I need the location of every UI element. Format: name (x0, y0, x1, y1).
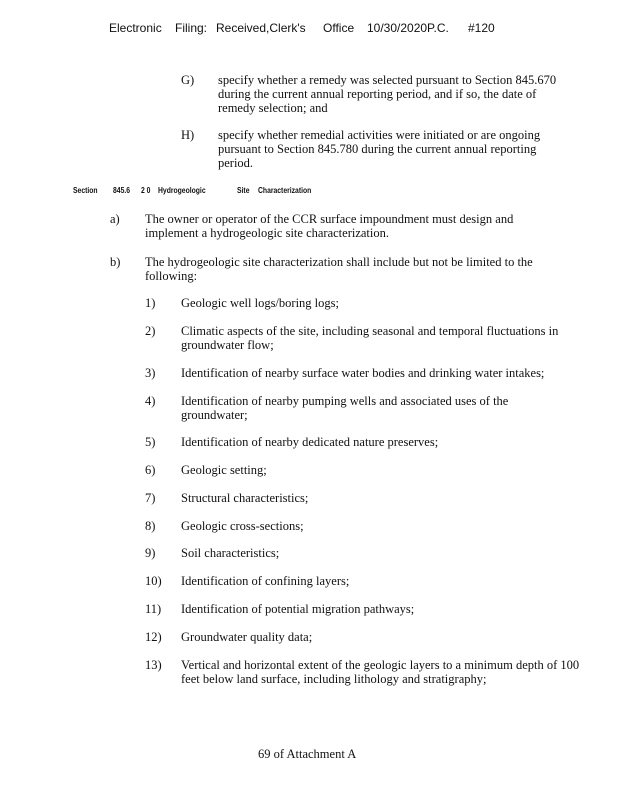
para-b-text: The hydrogeologic site characterization shall include but not be limited to the following: (145, 255, 533, 283)
list-item-text: Geologic well logs/boring logs; (181, 296, 339, 310)
list-item-label: 11) (145, 602, 162, 616)
section-word: Section (73, 186, 98, 195)
page-footer: 69 of Attachment A (258, 747, 357, 761)
list-item-text: Identification of nearby pumping wells and associated uses of the groundwater; (181, 394, 509, 422)
list-item-text: Identification of confining layers; (181, 574, 350, 588)
list-item-text: Vertical and horizontal extent of the geologic layers to a minimum depth of 100 feet below land surface, including lithology and stratigraphy; (181, 658, 580, 686)
header-date: 10/30/2020P.C. (367, 21, 449, 35)
list-item-label: 4) (145, 394, 156, 408)
list-item-label: 1) (145, 296, 156, 310)
list-item-label: 6) (145, 463, 156, 477)
list-item-label: 2) (145, 324, 156, 338)
header-filing: Filing: (175, 21, 208, 35)
list-item-text: Identification of nearby dedicated nature preserves; (181, 435, 439, 449)
header-number: #120 (468, 21, 495, 35)
list-item-text: Climatic aspects of the site, including seasonal and temporal fluctuations in groundwater flow; (181, 324, 559, 352)
item-h-text: specify whether remedial activities were initiated or are ongoing pursuant to Section 845.780 during the current annual reporting period. (218, 128, 541, 170)
list-item-text: Geologic cross-sections; (181, 519, 304, 533)
list-item-label: 10) (145, 574, 162, 588)
item-h-label: H) (181, 128, 195, 142)
section-title-1: Hydrogeologic (158, 186, 206, 195)
list-item-label: 13) (145, 658, 162, 672)
section-sub: 2 0 (141, 186, 151, 195)
para-b-label: b) (110, 255, 121, 269)
list-item-label: 8) (145, 519, 156, 533)
section-title-2: Site (237, 186, 250, 195)
header-received: Received,Clerk's (216, 21, 306, 35)
list-item-label: 9) (145, 546, 156, 560)
item-g-label: G) (181, 73, 195, 87)
section-number: 845.6 (113, 186, 131, 195)
para-a-text: The owner or operator of the CCR surface impoundment must design and implement a hydrogeologic site characterization. (145, 212, 514, 240)
para-a-label: a) (110, 212, 120, 226)
header-electronic: Electronic (109, 21, 162, 35)
header-office: Office (323, 21, 355, 35)
list-item-text: Soil characteristics; (181, 546, 280, 560)
list-item-label: 3) (145, 366, 156, 380)
list-item-text: Identification of potential migration pathways; (181, 602, 415, 616)
list-item-label: 12) (145, 630, 162, 644)
list-item-label: 7) (145, 491, 156, 505)
list-item-text: Identification of nearby surface water bodies and drinking water intakes; (181, 366, 545, 380)
list-item-text: Geologic setting; (181, 463, 267, 477)
section-title-3: Characterization (258, 186, 312, 195)
item-g-text: specify whether a remedy was selected pursuant to Section 845.670 during the current annual reporting period, and if so, the date of remedy selection; and (218, 73, 557, 115)
list-item-label: 5) (145, 435, 156, 449)
list-item-text: Structural characteristics; (181, 491, 309, 505)
list-item-text: Groundwater quality data; (181, 630, 313, 644)
